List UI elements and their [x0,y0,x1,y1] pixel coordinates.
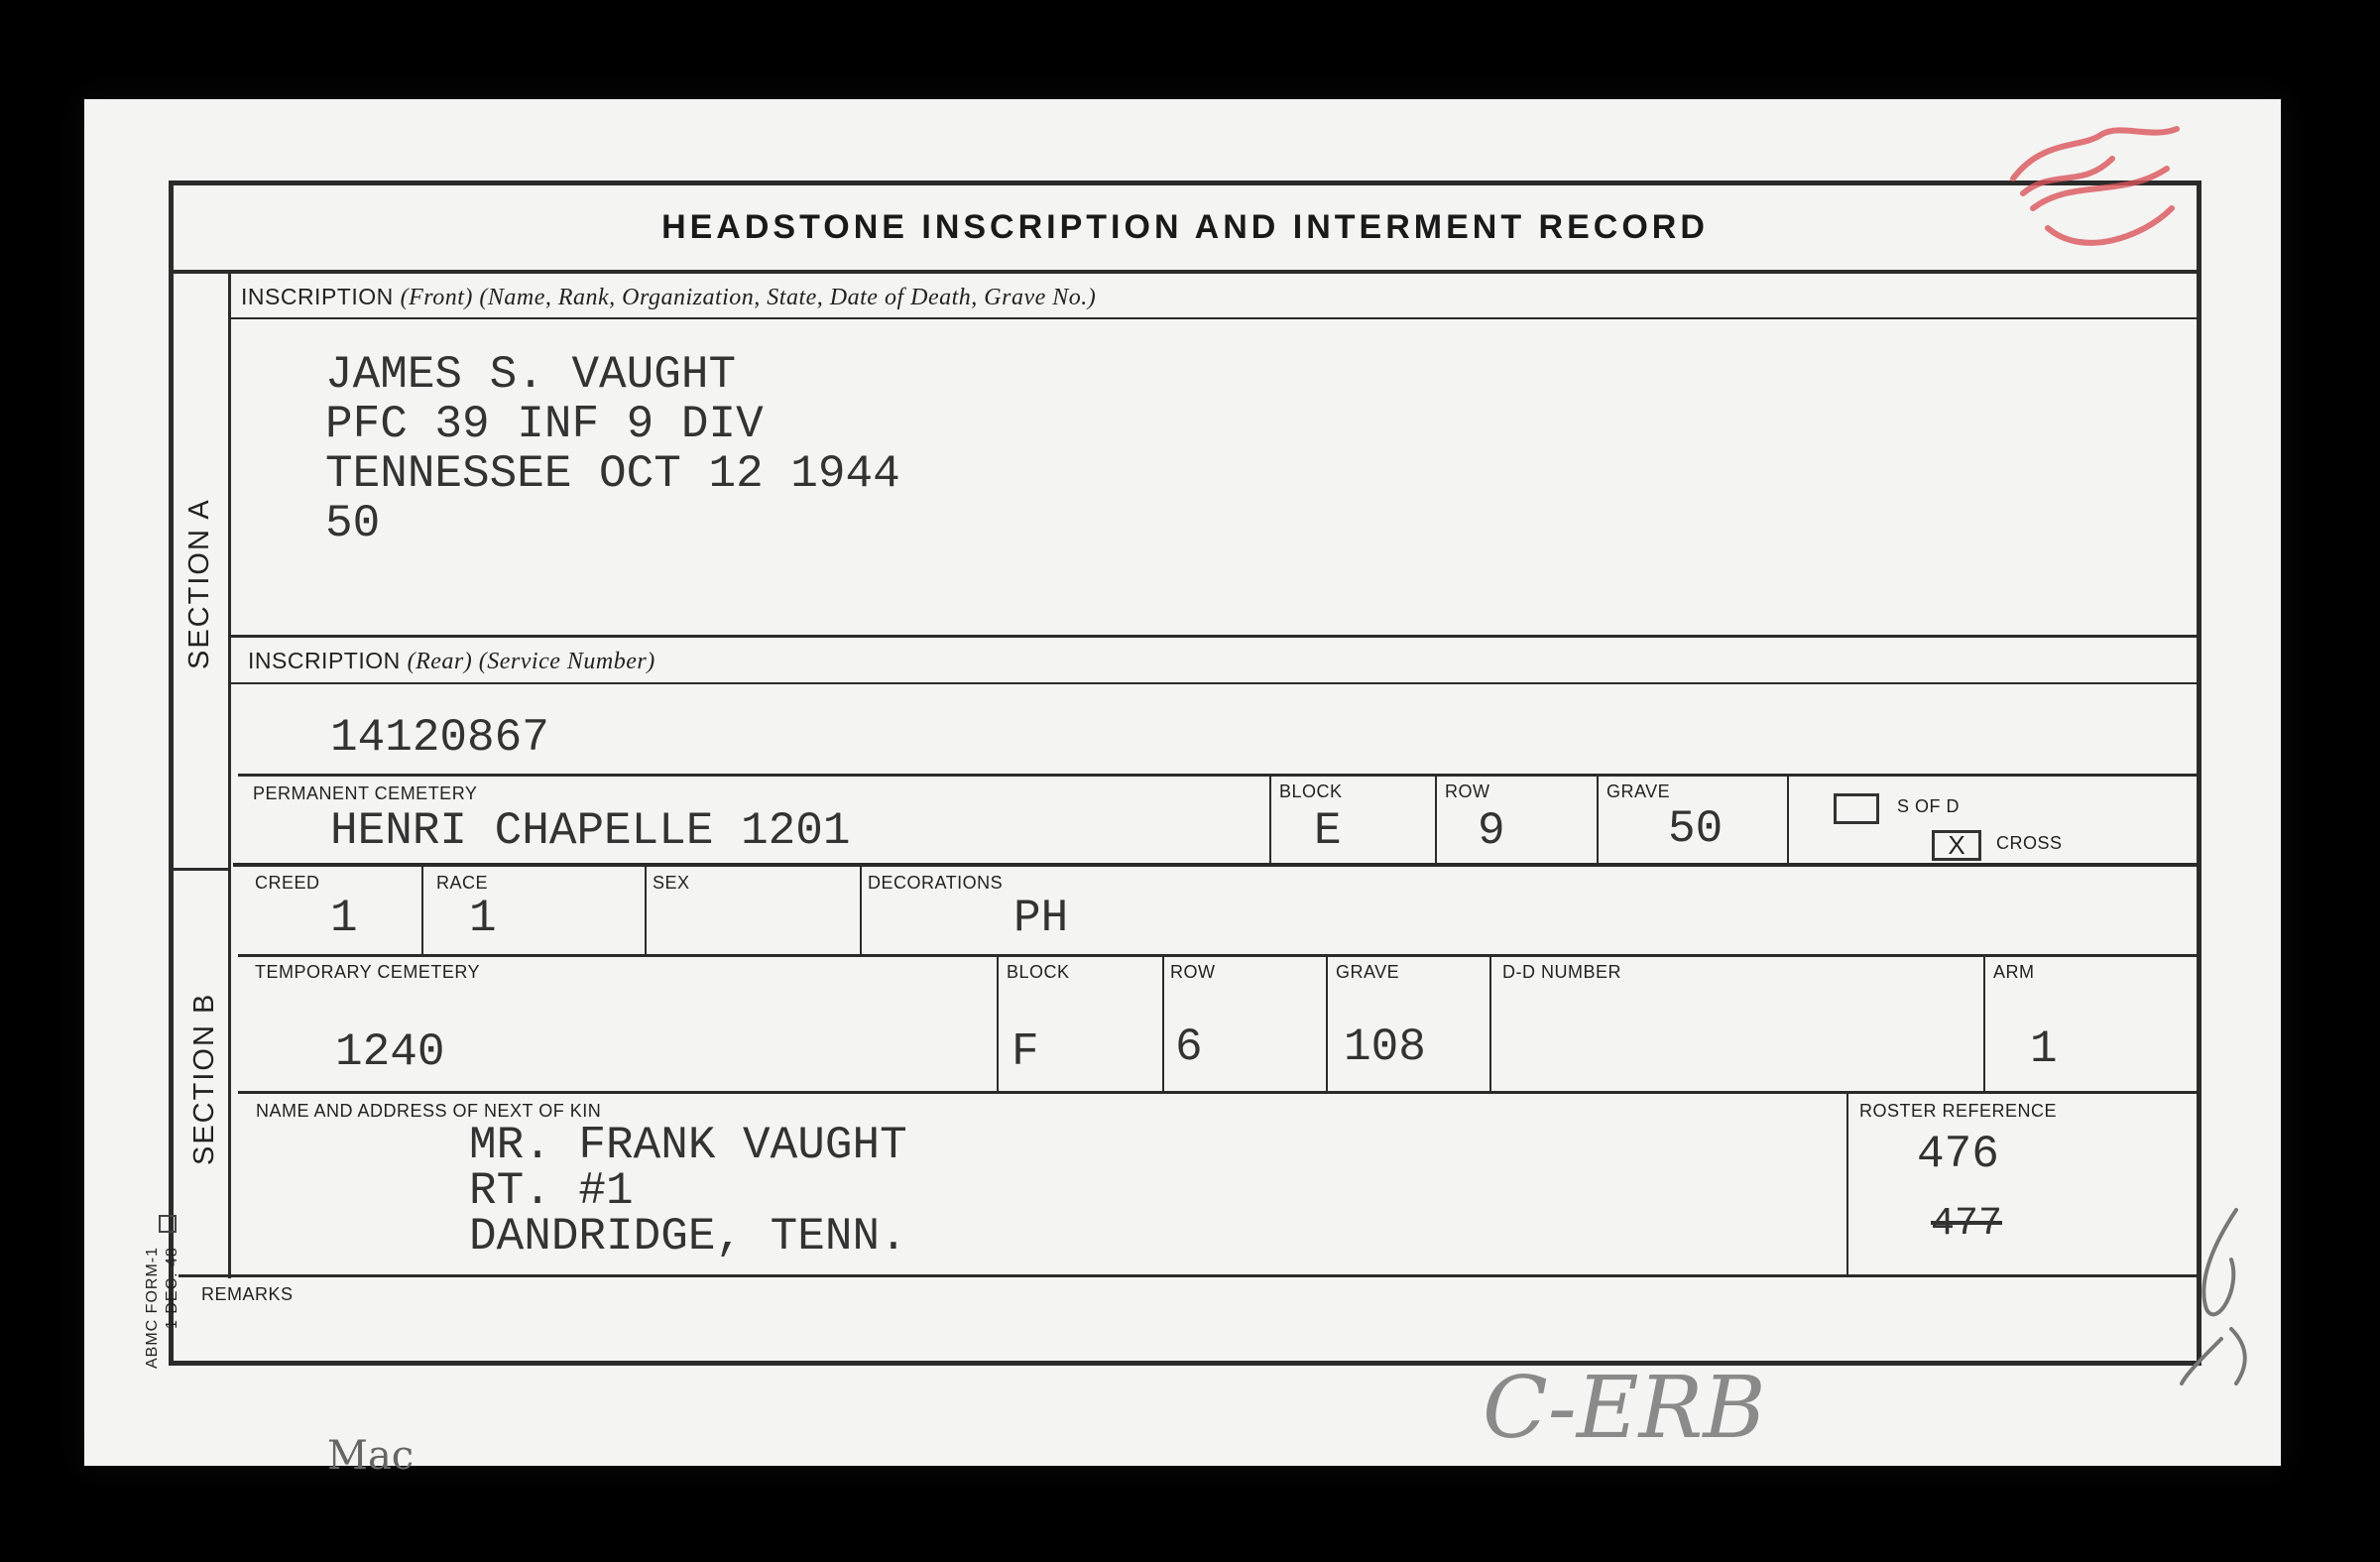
form-date: 1 DEC. 48 [164,1247,180,1329]
form-id: ABMC FORM-1 [144,1247,161,1369]
arm-label: ARM [1993,962,2035,982]
form-title: HEADSTONE INSCRIPTION AND INTERMENT RECORD [661,208,1709,246]
dd-number-label: D-D NUMBER [1502,962,1621,982]
sex-label: SEX [653,873,690,893]
race-label: RACE [436,873,489,893]
pers-divider-1 [421,865,423,956]
creed-label: CREED [255,873,320,893]
title-rule [174,270,2197,274]
kin-top-rule [238,1091,2202,1094]
permanent-cemetery: HENRI CHAPELLE 1201 [330,805,851,857]
perm-divider-4 [1787,774,1789,863]
remarks-label: REMARKS [201,1284,294,1304]
section-b-label: SECTION B [188,992,220,1165]
kin-line-1: MR. FRANK VAUGHT [469,1120,907,1171]
race: 1 [469,893,497,944]
temp-block: F [1012,1026,1039,1078]
rear-rule [231,682,2197,684]
decorations: PH [1013,893,1069,944]
perm-grave-label: GRAVE [1606,781,1671,801]
section-divider [228,272,231,1278]
temp-divider-2 [1162,954,1164,1093]
next-of-kin-label: NAME AND ADDRESS OF NEXT OF KIN [256,1101,602,1121]
cross-checkbox[interactable]: X [1932,830,1981,861]
permanent-cemetery-label: PERMANENT CEMETERY [253,783,478,803]
cross-label: CROSS [1996,833,2063,853]
next-of-kin-text [469,1120,907,1262]
remarks-top-rule [178,1274,2202,1277]
creed: 1 [330,893,358,944]
perm-divider-1 [1269,774,1271,863]
inscription-line-2: PFC 39 INF 9 DIV [325,399,764,450]
inscription-line-4: 50 [325,498,381,549]
frame-right [2197,180,2202,1366]
temp-divider-5 [1983,954,1985,1093]
front-rule [231,317,2197,319]
permanent-top-rule [238,774,2197,777]
section-break [174,868,231,871]
temporary-cemetery-label: TEMPORARY CEMETERY [255,962,481,982]
sofd-label: S OF D [1897,796,1961,816]
kin-line-2: RT. #1 [469,1165,634,1217]
roster-struck-value: 477 [1931,1202,2003,1247]
temporary-top-rule [238,954,2202,957]
sofd-checkbox[interactable] [1834,793,1879,824]
perm-divider-3 [1597,774,1599,863]
handwritten-initials [2177,1200,2266,1388]
temp-divider-1 [997,954,999,1093]
rear-top-rule [231,635,2197,638]
perm-grave: 50 [1668,803,1724,855]
roster-divider [1846,1091,1848,1274]
temp-grave: 108 [1344,1021,1426,1073]
temp-divider-4 [1489,954,1491,1093]
perm-row-label: ROW [1445,781,1490,801]
form-corner-box [159,1215,177,1233]
inscription-front-label: INSCRIPTION (Front) (Name, Rank, Organization, State, Date of Death, Grave No.) [241,284,1097,310]
frame-left [169,180,174,1366]
arm: 1 [2030,1023,2058,1075]
perm-divider-2 [1435,774,1437,863]
inscription-front-text [325,349,900,547]
temporary-cemetery: 1240 [335,1026,445,1078]
pers-divider-2 [645,865,647,956]
temp-block-label: BLOCK [1007,962,1070,982]
perm-row: 9 [1478,805,1505,857]
perm-block: E [1314,805,1342,857]
red-stamp [1993,119,2192,258]
roster-value: 476 [1917,1129,1999,1180]
roster-label: ROSTER REFERENCE [1859,1101,2058,1121]
frame-bottom [169,1361,2202,1366]
frame-top-full [169,180,2202,185]
perm-block-label: BLOCK [1279,781,1343,801]
service-number: 14120867 [330,712,549,764]
inscription-rear-label: INSCRIPTION (Rear) (Service Number) [248,648,655,674]
decorations-label: DECORATIONS [868,873,1004,893]
temp-row-label: ROW [1170,962,1216,982]
pers-divider-3 [860,865,862,956]
handwritten-cerb: C-ERB [1483,1359,1766,1458]
temp-divider-3 [1326,954,1328,1093]
temp-grave-label: GRAVE [1336,962,1400,982]
section-a-label: SECTION A [183,498,215,669]
kin-line-3: DANDRIDGE, TENN. [469,1211,907,1262]
personal-top-rule [233,863,2202,867]
handwritten-mac: Mac [327,1433,415,1479]
inscription-line-1: JAMES S. VAUGHT [325,349,737,401]
headstone-record-card [84,99,2281,1479]
temp-row: 6 [1175,1021,1203,1073]
inscription-line-3: TENNESSEE OCT 12 1944 [325,448,900,500]
